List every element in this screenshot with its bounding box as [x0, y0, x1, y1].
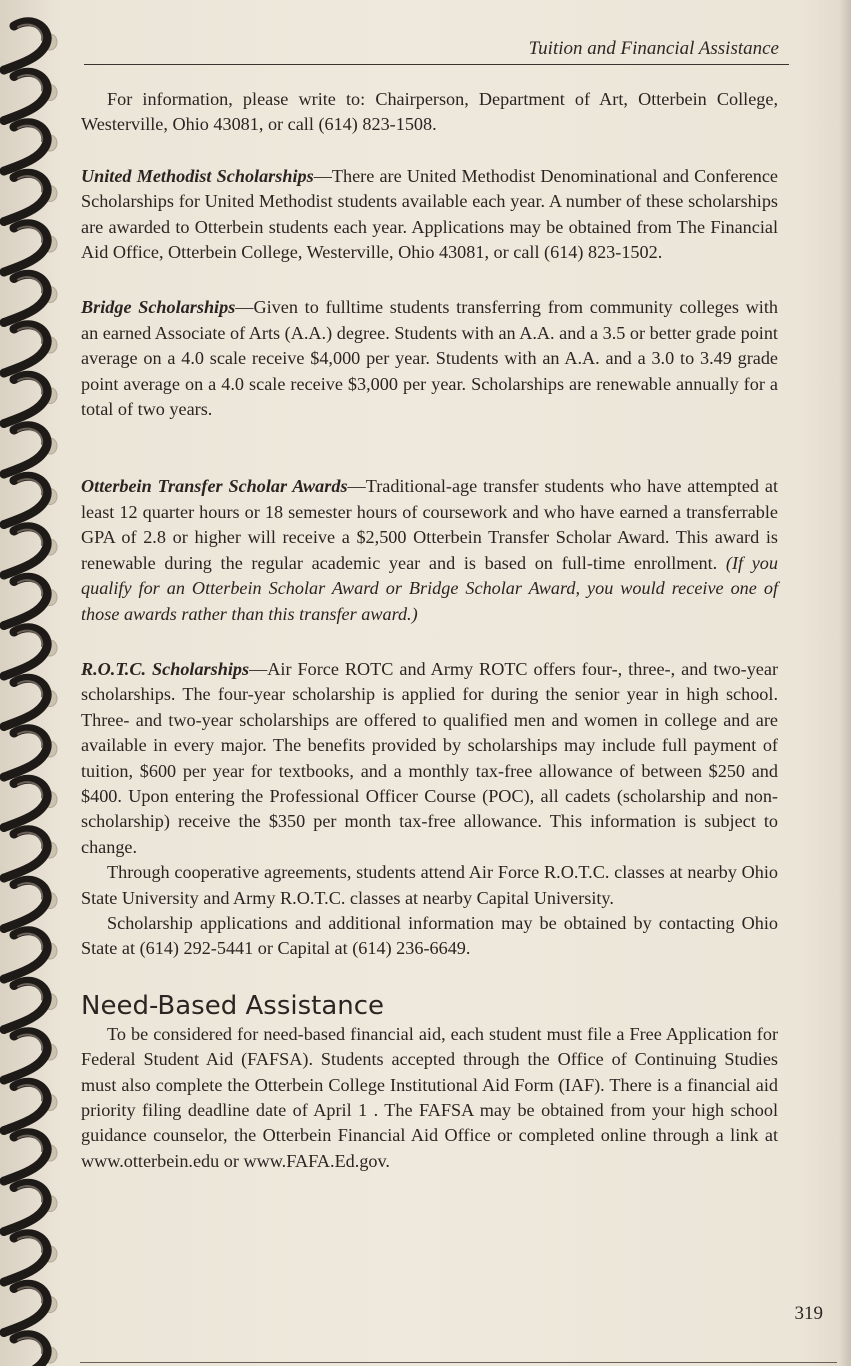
header-rule [84, 64, 789, 65]
binding-coil [4, 981, 57, 1029]
transfer-note: (If you qualify for an Otterbein Scholar Award or Bridge Scholar Award, you would receive one of those awards rather than this transfer award.) [81, 552, 778, 624]
transfer-paragraph [81, 474, 778, 626]
binding-coil [4, 72, 57, 120]
transfer-body: —Traditional-age transfer students who have attempted at least 12 quarter hours or 18 semester hours of coursework and who have earned a transferrable GPA of 2.8 or higher will receive a $2,500 Otterbein Transfer Scholar Award. This award is renewable during the regular academic year and is based on full-time enrollment. [81, 476, 779, 573]
transfer-heading: Otterbein Transfer Scholar Awards [81, 476, 348, 497]
rotc-cooperative-paragraph: Through cooperative agreements, students attend Air Force R.O.T.C. classes at nearby Ohio State University and Army R.O.T.C. classes at nearby Capital University. [81, 862, 778, 908]
binding-coil [4, 628, 57, 676]
binding-coil [4, 1183, 57, 1231]
binding-coil [4, 880, 57, 928]
binding-coil [4, 1284, 57, 1332]
binding-coil [4, 1032, 57, 1080]
page-number: 319 [794, 1303, 823, 1324]
info-paragraph: For information, please write to: Chairperson, Department of Art, Otterbein College, Westerville, Ohio 43081, or call (614) 823-1508. [81, 89, 778, 135]
rotc-paragraph [81, 657, 778, 860]
binding-coil [4, 1082, 57, 1130]
rotc-heading: R.O.T.C. Scholarships [81, 658, 250, 679]
page-content [81, 87, 778, 1174]
binding-coil [4, 1335, 57, 1366]
binding-coil [4, 224, 57, 272]
binding-coil [4, 173, 57, 221]
binding-coil [4, 426, 57, 474]
bridge-paragraph [81, 295, 778, 422]
page-edge-shadow [839, 0, 851, 1366]
binding-coil [4, 931, 57, 979]
binding-coil [4, 577, 57, 625]
binding-coil [4, 22, 57, 70]
binding-coil [4, 678, 57, 726]
binding-coil [4, 1234, 57, 1282]
binding-coil [4, 123, 57, 171]
spiral-binding [0, 0, 72, 1366]
binding-coil [4, 375, 57, 423]
binding-coil [4, 779, 57, 827]
bridge-body: —Given to fulltime students transferring from community colleges with an earned Associate of Arts (A.A.) degree. Students with an A.A. and a 3.5 or better grade point average on a 4.0 scale receive $4,000 per year. Students with an A.A. and a 3.0 to 3.49 grade point average on a 4.0 scale receive $3,000 per year. Scholarships are renewable annually for a total of two years. [81, 297, 778, 420]
united-methodist-heading: United Methodist Scholarships [81, 165, 314, 186]
binding-coil [4, 274, 57, 322]
binding-coil [4, 325, 57, 373]
binding-coil [4, 1133, 57, 1181]
united-methodist-paragraph [81, 164, 778, 266]
need-based-heading: Need-Based Assistance [81, 990, 385, 1021]
running-header: Tuition and Financial Assistance [528, 38, 779, 59]
binding-coil [4, 527, 57, 575]
need-based-paragraph: To be considered for need-based financial aid, each student must file a Free Application for Federal Student Aid (FAFSA). Students accepted through the Office of Continuing Studies must also complete the Otterbein College Institutional Aid Form (IAF). There is a financial aid priority filing deadline date of April 1 . The FAFSA may be obtained from your high school guidance counselor, the Otterbein Financial Aid Office or completed online through a link at www.otterbein.edu or www.FAFA.Ed.gov. [81, 1023, 778, 1171]
bridge-heading: Bridge Scholarships [81, 297, 236, 318]
bottom-rule [80, 1362, 837, 1363]
rotc-applications-paragraph: Scholarship applications and additional information may be obtained by contacting Ohio State at (614) 292-5441 or Capital at (614) 236-6649. [81, 912, 778, 959]
united-methodist-body: —There are United Methodist Denominational and Conference Scholarships for United Methodist students available each year. A number of these scholarships are awarded to Otterbein students each year. Applications may be obtained from The Financial Aid Office, Otterbein College, Westerville, Ohio 43081, or call (614) 823-1502. [81, 165, 778, 263]
binding-coil [4, 729, 57, 777]
binding-coil [4, 830, 57, 878]
rotc-body: —Air Force ROTC and Army ROTC offers four-, three-, and two-year scholarships. The four-year scholarship is applied for during the senior year in high school. Three- and two-year scholarships are offered to qualified men and women in college and are available in every major. The benefits provided by scholarships may include full payment of tuition, $600 per year for textbooks, and a monthly tax-free allowance of between $250 and $400. Upon entering the Professional Officer Course (POC), all cadets (scholarship and non-scholarship) receive the $350 per month tax-free allowance. This information is subject to change. [81, 658, 779, 857]
binding-coil [4, 476, 57, 524]
